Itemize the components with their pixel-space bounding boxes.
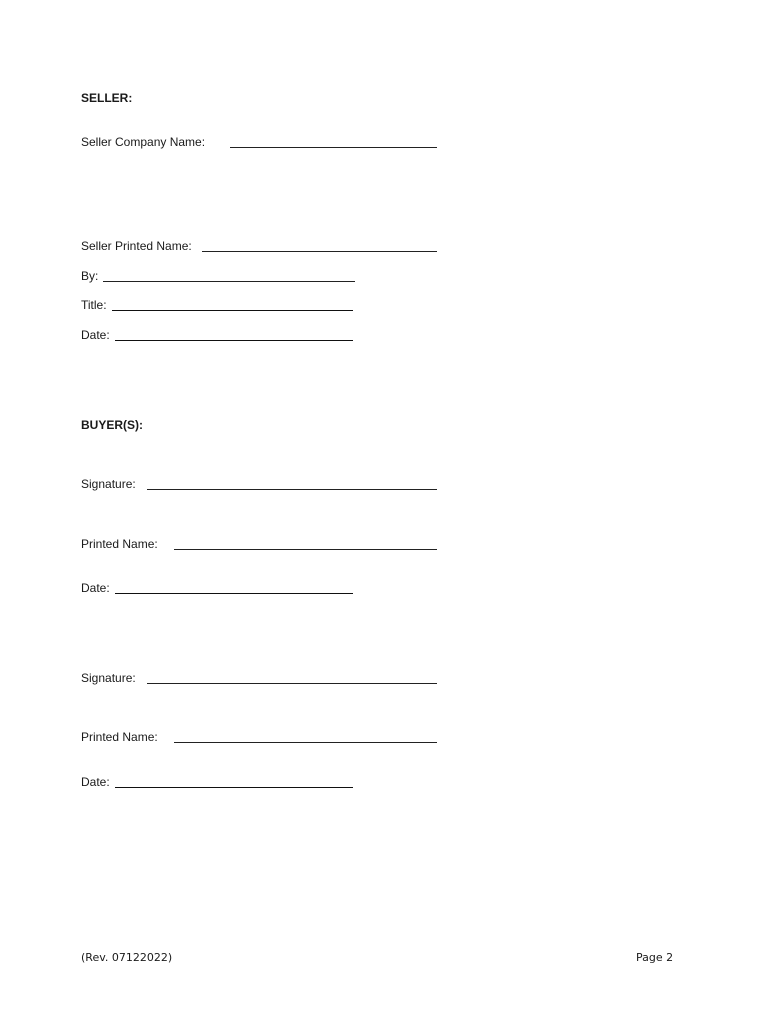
buyer1-printed-name-line[interactable]: [174, 549, 437, 550]
seller-by-line[interactable]: [103, 281, 355, 282]
buyer2-date-line[interactable]: [115, 787, 353, 788]
buyer2-printed-name-label: Printed Name:: [81, 730, 158, 744]
page-number: Page 2: [636, 951, 674, 964]
buyer1-date-line[interactable]: [115, 593, 353, 594]
seller-date-label: Date:: [81, 328, 110, 342]
buyer2-printed-name-line[interactable]: [174, 742, 437, 743]
buyer1-signature-label: Signature:: [81, 477, 136, 491]
seller-date-line[interactable]: [115, 340, 353, 341]
buyers-heading: BUYER(S):: [81, 418, 143, 432]
seller-printed-name-label: Seller Printed Name:: [81, 239, 192, 253]
buyer2-signature-label: Signature:: [81, 671, 136, 685]
buyer1-signature-line[interactable]: [147, 489, 437, 490]
seller-title-line[interactable]: [112, 310, 353, 311]
buyer1-printed-name-label: Printed Name:: [81, 537, 158, 551]
revision-footer: (Rev. 07122022): [81, 951, 173, 964]
buyer2-signature-line[interactable]: [147, 683, 437, 684]
buyer2-date-label: Date:: [81, 775, 110, 789]
buyer1-date-label: Date:: [81, 581, 110, 595]
seller-company-name-label: Seller Company Name:: [81, 135, 206, 149]
seller-company-name-line[interactable]: [230, 147, 437, 148]
seller-heading: SELLER:: [81, 91, 133, 105]
seller-printed-name-line[interactable]: [202, 251, 437, 252]
seller-title-label: Title:: [81, 298, 107, 312]
seller-by-label: By:: [81, 269, 99, 283]
